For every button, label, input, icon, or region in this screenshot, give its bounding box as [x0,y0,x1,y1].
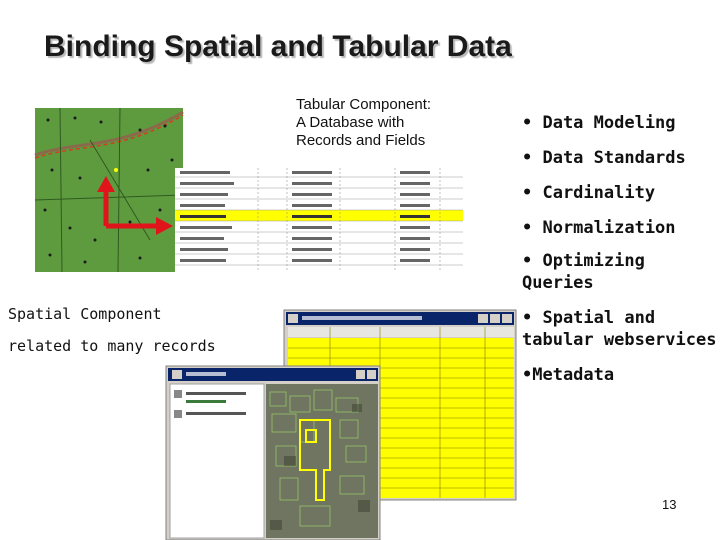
spatial-caption-line-1: Spatial Component [8,305,162,323]
tabular-caption-line-2: A Database with [296,114,405,131]
spatial-caption-line-2: related to many records [8,337,216,355]
bullet-item: • Spatial and tabular webservices [522,308,717,350]
bullet-item: •Metadata [522,365,615,385]
bullet-item: • Data Standards [522,148,686,168]
bullet-item: • Optimizing Queries [522,251,645,293]
bullet-item: • Data Modeling [522,113,676,133]
records-table-image [175,168,465,272]
view-window [166,366,380,540]
bullet-item: • Cardinality [522,183,656,203]
topic-bullet-list [522,112,718,399]
slide-title: Binding Spatial and Tabular Data [44,30,512,63]
tabular-caption-line-1: Tabular Component: [296,96,432,113]
bullet-item: • Normalization [522,218,676,238]
page-number: 13 [662,497,677,512]
tabular-caption-line-3: Records and Fields [296,132,426,149]
tabular-component-caption [296,96,496,150]
